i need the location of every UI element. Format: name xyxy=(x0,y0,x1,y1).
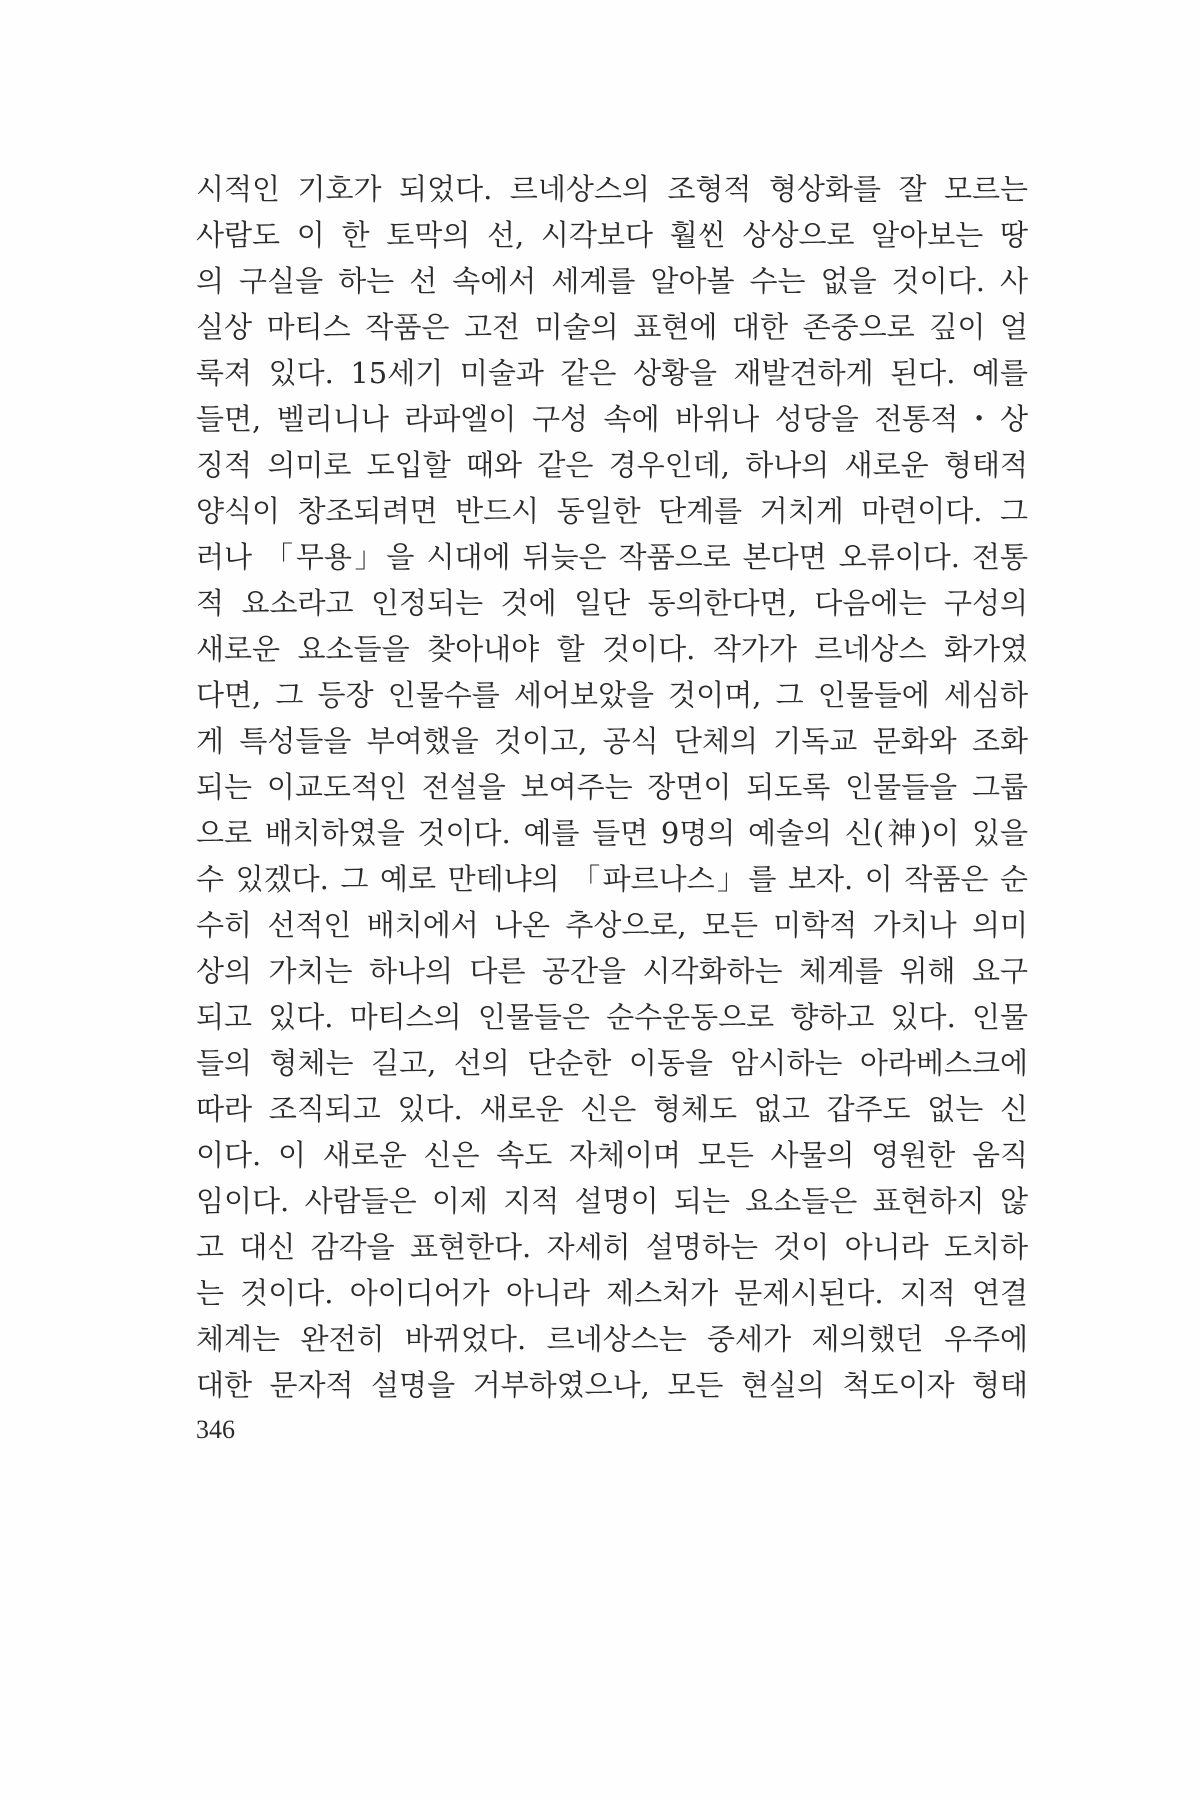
text-line: 징적 의미로 도입할 때와 같은 경우인데, 하나의 새로운 형태적 xyxy=(196,448,1028,482)
text-line: 수 있겠다. 그 예로 만테냐의 「파르나스」를 보자. 이 작품은 순 xyxy=(196,862,1028,896)
text-line: 사람도 이 한 토막의 선, 시각보다 훨씬 상상으로 알아보는 땅 xyxy=(196,218,1028,252)
text-line: 는 것이다. 아이디어가 아니라 제스처가 문제시된다. 지적 연결 xyxy=(196,1276,1028,1310)
text-line: 적 요소라고 인정되는 것에 일단 동의한다면, 다음에는 구성의 xyxy=(196,586,1028,620)
body-text xyxy=(196,166,1028,1408)
text-line: 들의 형체는 길고, 선의 단순한 이동을 암시하는 아라베스크에 xyxy=(196,1046,1028,1080)
text-line: 다면, 그 등장 인물수를 세어보았을 것이며, 그 인물들에 세심하 xyxy=(196,678,1028,712)
page-number: 346 xyxy=(196,1415,235,1444)
text-line: 고 대신 감각을 표현한다. 자세히 설명하는 것이 아니라 도치하 xyxy=(196,1230,1028,1264)
text-line: 룩져 있다. 15세기 미술과 같은 상황을 재발견하게 된다. 예를 xyxy=(196,356,1028,390)
text-line: 들면, 벨리니나 라파엘이 구성 속에 바위나 성당을 전통적・상 xyxy=(196,402,1028,436)
text-line: 상의 가치는 하나의 다른 공간을 시각화하는 체계를 위해 요구 xyxy=(196,954,1028,988)
text-line: 시적인 기호가 되었다. 르네상스의 조형적 형상화를 잘 모르는 xyxy=(196,172,1028,206)
text-line: 게 특성들을 부여했을 것이고, 공식 단체의 기독교 문화와 조화 xyxy=(196,724,1028,758)
text-line: 대한 문자적 설명을 거부하였으나, 모든 현실의 척도이자 형태 xyxy=(196,1368,1028,1402)
text-line: 으로 배치하였을 것이다. 예를 들면 9명의 예술의 신(神)이 있을 xyxy=(196,816,1028,850)
text-line: 실상 마티스 작품은 고전 미술의 표현에 대한 존중으로 깊이 얼 xyxy=(196,310,1028,344)
text-line: 되고 있다. 마티스의 인물들은 순수운동으로 향하고 있다. 인물 xyxy=(196,1000,1028,1034)
text-line: 따라 조직되고 있다. 새로운 신은 형체도 없고 갑주도 없는 신 xyxy=(196,1092,1028,1126)
text-line: 되는 이교도적인 전설을 보여주는 장면이 되도록 인물들을 그룹 xyxy=(196,770,1028,804)
text-line: 체계는 완전히 바뀌었다. 르네상스는 중세가 제의했던 우주에 xyxy=(196,1322,1028,1356)
text-line: 의 구실을 하는 선 속에서 세계를 알아볼 수는 없을 것이다. 사 xyxy=(196,264,1028,298)
text-line: 이다. 이 새로운 신은 속도 자체이며 모든 사물의 영원한 움직 xyxy=(196,1138,1028,1172)
text-line: 임이다. 사람들은 이제 지적 설명이 되는 요소들은 표현하지 않 xyxy=(196,1184,1028,1218)
text-line: 양식이 창조되려면 반드시 동일한 단계를 거치게 마련이다. 그 xyxy=(196,494,1028,528)
text-line: 새로운 요소들을 찾아내야 할 것이다. 작가가 르네상스 화가였 xyxy=(196,632,1028,666)
text-line: 러나 「무용」을 시대에 뒤늦은 작품으로 본다면 오류이다. 전통 xyxy=(196,540,1028,574)
text-line: 수히 선적인 배치에서 나온 추상으로, 모든 미학적 가치나 의미 xyxy=(196,908,1028,942)
